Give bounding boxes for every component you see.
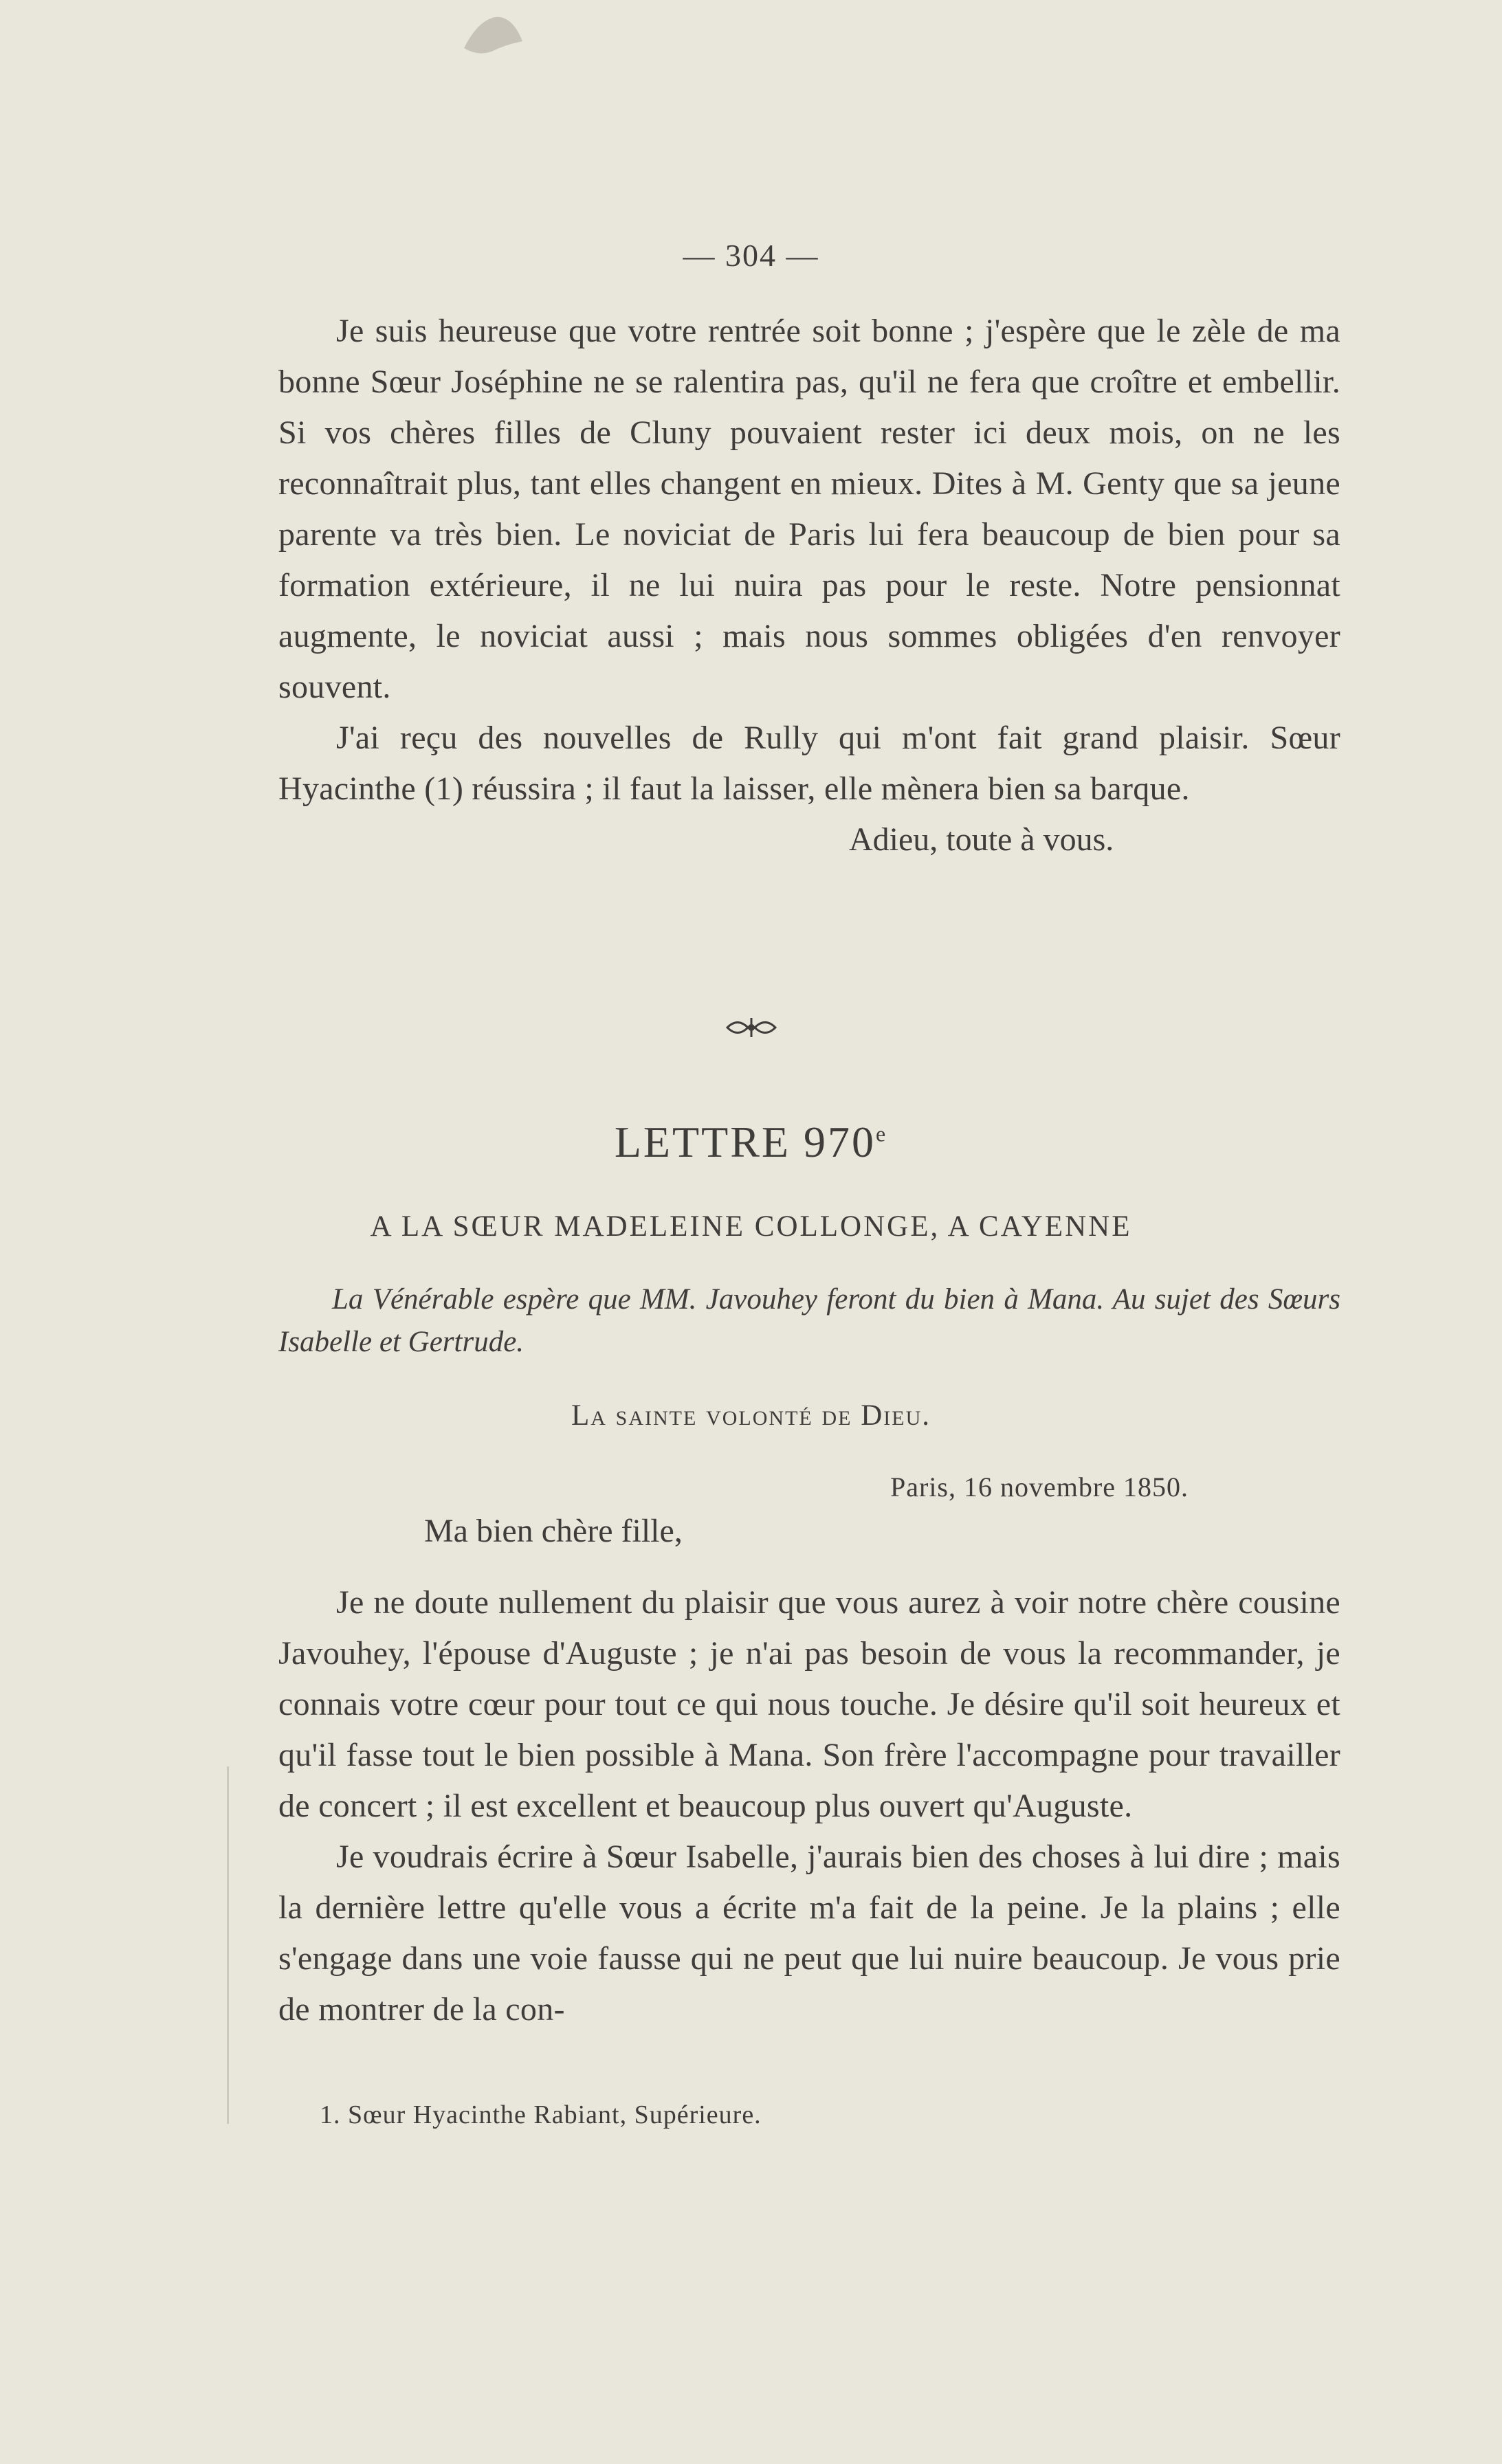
footnote: 1. Sœur Hyacinthe Rabiant, Supérieure. — [320, 2100, 762, 2129]
ink-blot-icon — [457, 7, 533, 62]
letter-summary: La Vénérable espère que MM. Javouhey feront du bien à Mana. Au sujet des Sœurs Isabelle et Gertrude. — [278, 1283, 1340, 1358]
letter-dateline: Paris, 16 novembre 1850. — [890, 1472, 1189, 1502]
paragraph: J'ai reçu des nouvelles de Rully qui m'ont fait grand plaisir. Sœur Hyacinthe (1) réussira ; il faut la laisser, elle mènera bien sa barque. — [278, 720, 1340, 807]
letter-salutation: Ma bien chère fille, — [424, 1513, 683, 1549]
paragraph: Je ne doute nullement du plaisir que vous aurez à voir notre chère cousine Javouhey, l'épouse d'Auguste ; je n'ai pas besoin de vous la recommander, je connais votre cœur pour tout ce qui nous touche. Je désire qu'il soit heureux et qu'il fasse tout le bien possible à Mana. Son frère l'accompagne pour travailler de concert ; il est excellent et beaucoup plus ouvert qu'Auguste. — [278, 1584, 1340, 1824]
letter-recipient: A LA SŒUR MADELEINE COLLONGE, A CAYENNE — [370, 1210, 1132, 1243]
top-text-block — [278, 306, 1340, 865]
paragraph: Je voudrais écrire à Sœur Isabelle, j'aurais bien des choses à lui dire ; mais la dernière lettre qu'elle vous a écrite m'a fait de la peine. Je la plains ; elle s'engage dans une voie fausse qui ne peut que lui nuire beaucoup. Je vous prie de montrer de la con- — [278, 1839, 1340, 2028]
letter-motto: La sainte volonté de Dieu. — [571, 1399, 931, 1432]
section-divider — [0, 1014, 1502, 1045]
letter-title-suffix: e — [875, 1121, 888, 1146]
letter-title-text: LETTRE 970 — [614, 1118, 876, 1166]
closing-line: Adieu, toute à vous. — [849, 821, 1114, 858]
page-number: — 304 — — [683, 238, 819, 273]
margin-pencil-mark — [227, 1766, 256, 2124]
paragraph: Je suis heureuse que votre rentrée soit bonne ; j'espère que le zèle de ma bonne Sœur Joséphine ne se ralentira pas, qu'il ne fera que croître et embellir. Si vos chères filles de Cluny pouvaient rester ici deux mois, on ne les reconnaîtrait plus, tant elles changent en mieux. Dites à M. Genty que sa jeune parente va très bien. Le noviciat de Paris lui fera beaucoup de bien pour sa formation extérieure, il ne lui nuira pas pour le reste. Notre pensionnat augmente, le noviciat aussi ; mais nous sommes obligées d'en renvoyer souvent. — [278, 313, 1340, 705]
letter-body — [278, 1577, 1340, 2035]
letter-title — [0, 1117, 1502, 1168]
fleuron-ornament-icon — [724, 1014, 779, 1041]
